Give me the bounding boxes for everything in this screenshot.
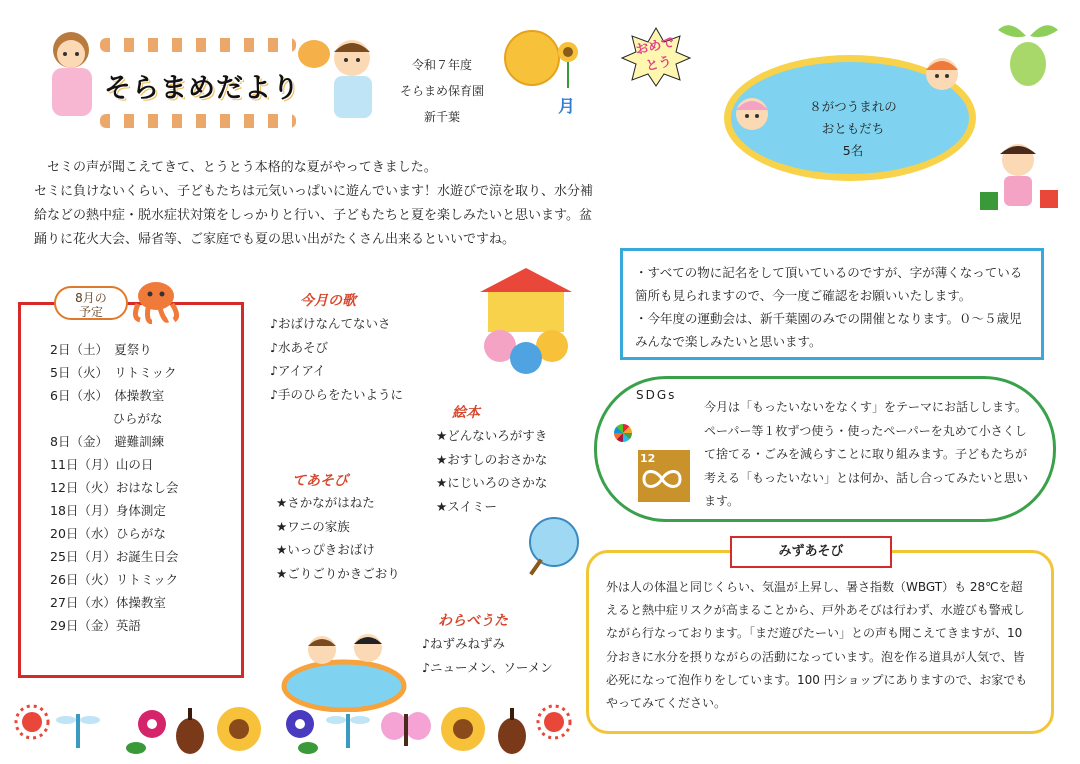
warabeuta-item: ♪ねずみねずみ [422, 636, 505, 651]
header-info [392, 52, 492, 130]
school-name: そらまめ保育園 [399, 84, 484, 98]
month-label: 月 [558, 97, 575, 117]
warabeuta-item: ♪ニューメン、ソーメン [422, 659, 553, 675]
month-badge [504, 30, 560, 86]
octopus-icon [128, 280, 184, 324]
fiscal-year: 令和７年度 [411, 58, 472, 72]
bottom-decoration-row [0, 700, 580, 764]
book-item: ★おすしのおさかな [436, 451, 548, 467]
schedule-item: 5日（火） リトミック [50, 365, 177, 380]
water-play-heading: みずあそび [730, 536, 892, 568]
book-item: ★スイミー [436, 498, 497, 514]
songs-list [270, 312, 403, 406]
handplay-item: ★ごりごりかきごおり [276, 565, 400, 581]
congrats-line-1: おめで [634, 35, 676, 59]
schedule-item: 8日（金） 避難訓練 [50, 434, 165, 449]
handplay-list [276, 491, 400, 585]
schedule-list [50, 338, 178, 637]
swimming-girl-illustration [726, 92, 778, 162]
birthday-text [788, 96, 918, 162]
sdg-goal-number: 12 [640, 452, 656, 465]
schedule-item: 18日（月）身体測定 [50, 503, 166, 518]
songs-heading: 今月の歌 [300, 293, 356, 309]
sun-icon [536, 704, 572, 740]
butterfly-icon [380, 708, 432, 752]
water-play-text: 外は人の体温と同じくらい、気温が上昇し、暑さ指数（WBGT）も 28℃を超えると熱中症リスクが高まることから、戸外あそびは行わず、水遊びも警戒しながら行なっております。「まだ遊びたーい」との声も聞こえてきますが、10 分おきに水分を摂りながらの活動になっています。泡を作る道具が人気で、皆必死になって泡作りをしています。100 円ショップにありますので、お家でもやってみてください。 [606, 580, 1028, 711]
books-list [436, 424, 547, 518]
intro-line-1: セミの声が聞こえてきて、とうとう本格的な夏がやってきました。 [47, 160, 437, 175]
handplay-heading: てあそび [292, 473, 348, 489]
handplay-item: ★さかながはねた [276, 495, 375, 510]
morning-glory-icon [278, 708, 322, 758]
schedule-item: 11日（月）山の日 [50, 457, 154, 472]
sdgs-text: 今月は「もったいないをなくす」をテーマにお話しします。ペーパー等１枚ずつ使う・使ったペーパーを丸めて小さくして捨てる・ごみを減らすことに取り組みます。子どもたちが考える「もったいない」とは何か、話し合ってみたいと思います。 [704, 400, 1029, 508]
warabeuta-list [422, 632, 553, 679]
beetle-icon [172, 706, 208, 756]
notice-list [635, 261, 1031, 353]
sdgs-wheel-icon [614, 424, 632, 442]
boy-illustration [296, 30, 386, 122]
schedule-label [54, 286, 128, 320]
infinity-icon [640, 467, 684, 491]
schedule-label-top: 8月の [75, 291, 107, 305]
congrats-line-2: とう [644, 54, 674, 75]
handplay-item: ★ワニの家族 [276, 518, 350, 534]
book-item: ★どんないろがすき [436, 428, 548, 443]
schedule-item: 26日（火）リトミック [50, 572, 179, 587]
song-item: ♪手のひらをたいように [270, 386, 403, 402]
notice-box [620, 248, 1044, 360]
sunflower-icon [556, 40, 580, 90]
book-item: ★にじいろのさかな [436, 475, 548, 490]
schedule-item: 29日（金）英語 [50, 618, 141, 633]
books-heading: 絵本 [452, 405, 480, 421]
sunflower-icon [214, 704, 264, 754]
sdgs-label: SDGs [636, 388, 677, 402]
branch-name: 新千葉 [423, 110, 460, 124]
summer-festival-illustration [460, 262, 592, 380]
fan-garland-bottom [100, 114, 296, 128]
sdg-goal-12-icon [638, 450, 690, 502]
schedule-label-bottom: 予定 [78, 305, 103, 319]
sunflower-icon [438, 704, 488, 754]
dragonfly-icon [326, 710, 370, 750]
schedule-item: 6日（水） 体操教室 [50, 388, 165, 403]
uchiwa-fan-icon [520, 514, 584, 578]
notice-item: ・今年度の運動会は、新千葉園のみでの開催となります。０～５歳児みんなで楽しみたいと思います。 [635, 311, 1022, 349]
girl-illustration [36, 28, 106, 124]
bean-sprout-icon [996, 14, 1060, 88]
sun-icon [14, 704, 50, 740]
birthday-count: 5名 [842, 143, 864, 158]
schedule-item: ひらがな [50, 411, 163, 426]
song-item: ♪アイアイ [270, 363, 326, 378]
birthday-line-1: ８がつうまれの [809, 99, 897, 114]
intro-line-2: セミに負けないくらい、子どもたちは元気いっぱいに遊んでいます！水遊びで涼を取り、水分補給などの熱中症・脱水症状対策をしっかりと行い、子どもたちと夏を楽しみたいと思います。盆踊りに花火大会、帰省等、ご家庭でも夏の思い出がたくさん出来るといいですね。 [34, 184, 594, 247]
intro-text [34, 156, 594, 252]
song-item: ♪おばけなんてないさ [270, 316, 391, 331]
schedule-item: 2日（土） 夏祭り [50, 342, 152, 357]
schedule-item: 25日（月）お誕生日会 [50, 549, 179, 564]
newsletter-title: そらまめだより [104, 73, 300, 104]
notice-item: ・すべての物に記名をして頂いているのですが、字が薄くなっている箇所も見られますので、今一度ご確認をお願いいたします。 [635, 265, 1023, 303]
birthday-line-2: おともだち [821, 121, 885, 136]
schedule-item: 12日（火）おはなし会 [50, 480, 179, 495]
song-item: ♪水あそび [270, 339, 328, 355]
swimming-boy-illustration [912, 48, 972, 118]
warabeuta-heading: わらべうた [438, 613, 508, 629]
schedule-item: 20日（水）ひらがな [50, 526, 166, 541]
girl-with-gifts-illustration [978, 140, 1062, 214]
dragonfly-icon [56, 710, 100, 750]
beetle-icon [494, 706, 530, 756]
morning-glory-icon [124, 708, 168, 758]
handplay-item: ★いっぴきおばけ [276, 542, 375, 557]
fan-garland-top [100, 38, 296, 52]
schedule-item: 27日（水）体操教室 [50, 595, 166, 610]
